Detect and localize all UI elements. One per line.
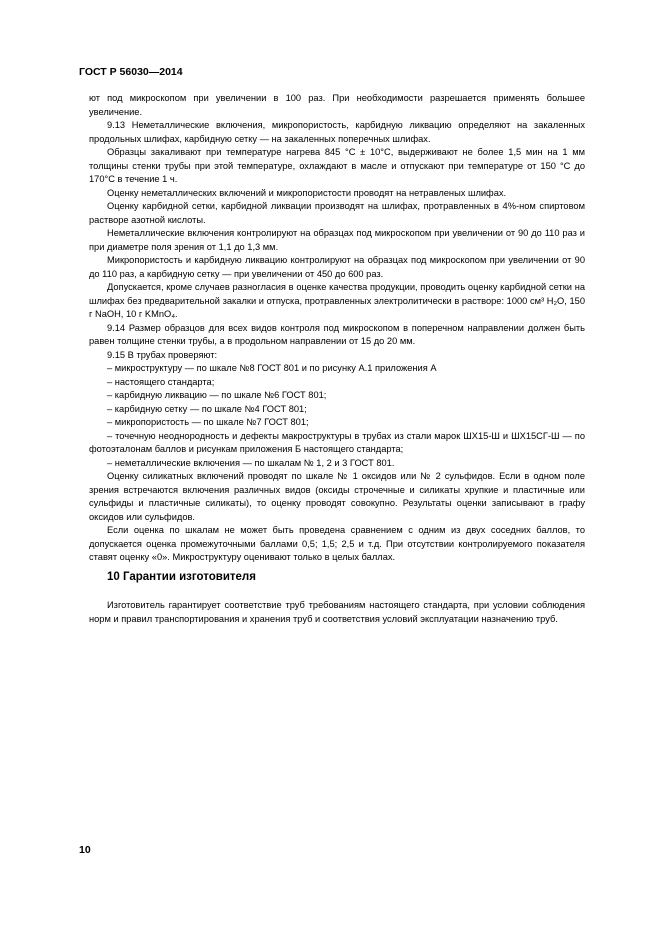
list-item: – микропористость — по шкале №7 ГОСТ 801; xyxy=(107,417,309,427)
section-10-title: 10 Гарантии изготовителя xyxy=(107,571,256,583)
paragraph: Допускается, кроме случаев разногласия в оценке качества продукции, проводить оценку карбидной сетки на шлифах без предварительной закалки и отпуска, протравленных электролитически в растворе: 1000 см³ Н₂О, 150 г NaOH, 10 г KMnO₄. xyxy=(89,282,585,319)
page-number: 10 xyxy=(79,844,91,856)
list-item: – микроструктуру — по шкале №8 ГОСТ 801 и по рисунку А.1 приложения А xyxy=(107,363,437,373)
paragraph: Неметаллические включения контролируют на образцах под микроскопом при увеличении от 90 до 110 раз и при диаметре поля зрения от 1,1 до 1,3 мм. xyxy=(89,228,585,252)
paragraph-9-14: 9.14 Размер образцов для всех видов контроля под микроскопом в поперечном направлении должен быть равен толщине стенки трубы, а в продольном направлении от 15 до 20 мм. xyxy=(89,322,585,346)
document-header: ГОСТ Р 56030—2014 xyxy=(79,66,183,78)
list-item: – неметаллические включения — по шкалам № 1, 2 и 3 ГОСТ 801. xyxy=(107,457,395,468)
list-item: – карбидную сетку — по шкале №4 ГОСТ 801; xyxy=(107,403,307,414)
list-item: – карбидную ликвацию — по шкале №6 ГОСТ 801; xyxy=(107,390,327,400)
paragraph-9-15: 9.15 В трубах проверяют: xyxy=(107,349,218,360)
list-item: – точечную неоднородность и дефекты макроструктуры в трубах из стали марок ШХ15-Ш и ШХ15СГ-Ш — по фотоэталонам баллов и рисункам приложения Б настоящего стандарта; xyxy=(89,430,585,454)
section-9-body xyxy=(89,92,585,565)
list-item: – настоящего стандарта; xyxy=(107,376,215,387)
paragraph: Оценку силикатных включений проводят по шкале № 1 оксидов или № 2 сульфидов. Если в одном поле зрения встречаются включения различных видов (оксиды строчечные и силикаты хрупкие и пластичные или сульфиды и пластичные силикаты), то оценку проводят совокупно. Результаты оценки записывают в графу оксидов или сульфидов. xyxy=(89,471,585,522)
paragraph: Оценку карбидной сетки, карбидной ликвации производят на шлифах, протравленных в 4%-ном спиртовом растворе азотной кислоты. xyxy=(89,201,585,225)
paragraph: Образцы закаливают при температуре нагрева 845 °С ± 10°С, выдерживают не более 1,5 мин на 1 мм толщины стенки трубы при этой температуре, охлаждают в масле и отпускают при температуре от 150 °С до 170°С в течение 1 ч. xyxy=(89,147,585,184)
paragraph: Изготовитель гарантирует соответствие труб требованиям настоящего стандарта, при условии соблюдения норм и правил транспортирования и хранения труб и соответствия условий эксплуатации назначению труб. xyxy=(89,600,585,624)
paragraph: Оценку неметаллических включений и микропористости проводят на нетравленых шлифах. xyxy=(107,187,507,198)
section-10-body xyxy=(89,599,585,626)
paragraph: Микропористость и карбидную ликвацию контролируют на образцах под микроскопом при увеличении от 90 до 110 раз, а карбидную сетку — при увеличении от 450 до 600 раз. xyxy=(89,255,585,279)
paragraph: Если оценка по шкалам не может быть проведена сравнением с одним из двух соседних баллов, то допускается оценка промежуточными баллами 0,5; 1,5; 2,5 и т.д. При отсутствии контролируемого показателя ставят оценку «0». Микроструктуру оценивают только в целых баллах. xyxy=(89,525,585,562)
paragraph-9-13: 9.13 Неметаллические включения, микропористость, карбидную ликвацию определяют на закаленных продольных шлифах, карбидную сетку — на закаленных поперечных шлифах. xyxy=(89,120,585,144)
paragraph: ют под микроскопом при увеличении в 100 раз. При необходимости разрешается применять большее увеличение. xyxy=(89,93,585,117)
